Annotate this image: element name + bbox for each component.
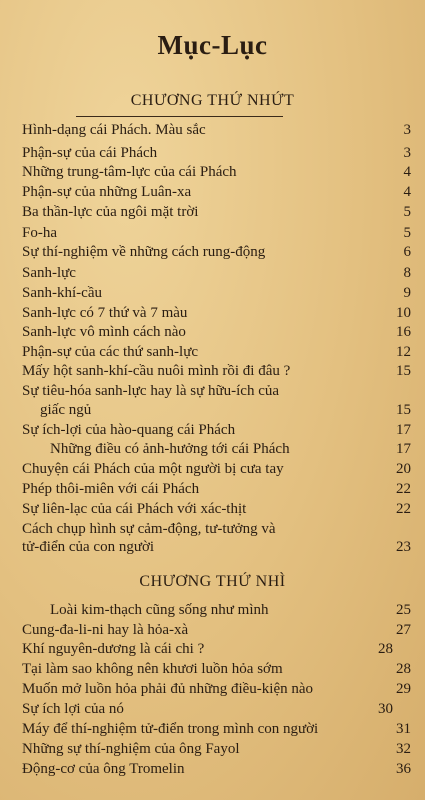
toc-entry-page: 30 [378, 701, 393, 717]
toc-entry-page: 3 [403, 122, 411, 138]
toc-entry-page: 4 [403, 164, 411, 180]
toc-entry-text: Phận-sự của các thứ sanh-lực [22, 344, 198, 360]
toc-entry-page: 36 [396, 761, 411, 777]
toc-entry-text: Sanh-lực có 7 thứ và 7 màu [22, 305, 188, 321]
toc-entry-text: Muốn mở luồn hỏa phải đủ những điều-kiện nào [22, 681, 314, 697]
toc-entry-text: Sự ích lợi của nó [22, 701, 124, 717]
toc-entry-page: 3 [403, 145, 411, 161]
toc-entry-page: 22 [396, 501, 411, 517]
toc-entry-text: Sự ích-lợi của hào-quang cái Phách [22, 422, 236, 438]
toc-entry-text: Sự tiêu-hóa sanh-lực hay là sự hữu-ích của [22, 383, 280, 399]
toc-entry-text: Phận-sự của cái Phách [22, 145, 158, 161]
toc-entry-page: 15 [396, 363, 411, 379]
toc-entry-page: 22 [396, 481, 411, 497]
toc-entry-page: 5 [403, 204, 411, 220]
toc-entry-page: 31 [396, 721, 411, 737]
toc-entry-page: 17 [396, 441, 411, 457]
toc-entry-page: 15 [396, 402, 411, 418]
toc-entry-page: 5 [403, 225, 411, 241]
chapter-1-heading: CHƯƠNG THỨ NHỨT [130, 92, 295, 109]
toc-entry-text: Những điều có ảnh-hưởng tới cái Phách [50, 441, 290, 457]
toc-entry-page: 27 [396, 622, 411, 638]
toc-entry-text: Cung-đa-li-ni hay là hỏa-xà [22, 622, 189, 638]
toc-entry-text: Ba thần-lực của ngôi mặt trời [22, 204, 199, 220]
toc-entry-page: 28 [396, 661, 411, 677]
toc-entry-page: 23 [396, 539, 411, 555]
toc-entry-page: 32 [396, 741, 411, 757]
toc-entry-text: Những sự thí-nghiệm của ông Fayol [22, 741, 240, 757]
toc-entry-page: 12 [396, 344, 411, 360]
chapter-2-heading: CHƯƠNG THỨ NHÌ [139, 573, 286, 590]
toc-entry-text: Cách chụp hình sự cảm-động, tư-tưởng và [22, 521, 276, 537]
toc-entry-page: 9 [403, 285, 411, 301]
toc-entry-page: 4 [403, 184, 411, 200]
toc-entry-text: tử-điển của con người [22, 539, 155, 555]
toc-entry-page: 29 [396, 681, 411, 697]
toc-entry-page: 10 [396, 305, 411, 321]
toc-entry-text: Fo-ha [22, 225, 57, 241]
toc-entry-page: 6 [403, 244, 411, 260]
toc-entry-text: Sự thí-nghiệm về những cách rung-động [22, 244, 266, 260]
toc-entry-text: Chuyện cái Phách của một người bị cưa tay [22, 461, 284, 477]
toc-entry-page: 17 [396, 422, 411, 438]
toc-entry-text: Hình-dạng cái Phách. Màu sắc [22, 122, 206, 138]
toc-entry-page: 28 [378, 641, 393, 657]
toc-entry-text: Sanh-lực [22, 265, 76, 281]
toc-entry-text: Tại làm sao không nên khươi luồn hỏa sớm [22, 661, 283, 677]
toc-entry-text: Sự liên-lạc của cái Phách với xác-thịt [22, 501, 247, 517]
toc-entry-text: Những trung-tâm-lực của cái Phách [22, 164, 237, 180]
chapter-1-underline [76, 116, 283, 117]
toc-entry-text: Khí nguyên-dương là cái chi ? [22, 641, 205, 657]
toc-entry-page: 16 [396, 324, 411, 340]
toc-entry-page: 20 [396, 461, 411, 477]
toc-entry-text: giấc ngủ [40, 402, 92, 418]
toc-entry-page: 25 [396, 602, 411, 618]
toc-entry-text: Mấy hột sanh-khí-cầu nuôi mình rồi đi đâu ? [22, 363, 291, 379]
toc-entry-text: Sanh-lực vô mình cách nào [22, 324, 186, 340]
toc-entry-text: Máy để thí-nghiệm tử-điển trong mình con người [22, 721, 319, 737]
toc-entry-text: Loài kim-thạch cũng sống như mình [50, 602, 269, 618]
toc-entry-text: Động-cơ của ông Tromelin [22, 761, 185, 777]
toc-entry-text: Phép thôi-miên với cái Phách [22, 481, 200, 497]
toc-entry-text: Sanh-khí-cầu [22, 285, 102, 301]
page-title: Mục-Lục [157, 30, 268, 60]
toc-entry-text: Phận-sự của những Luân-xa [22, 184, 192, 200]
toc-entry-page: 8 [403, 265, 411, 281]
